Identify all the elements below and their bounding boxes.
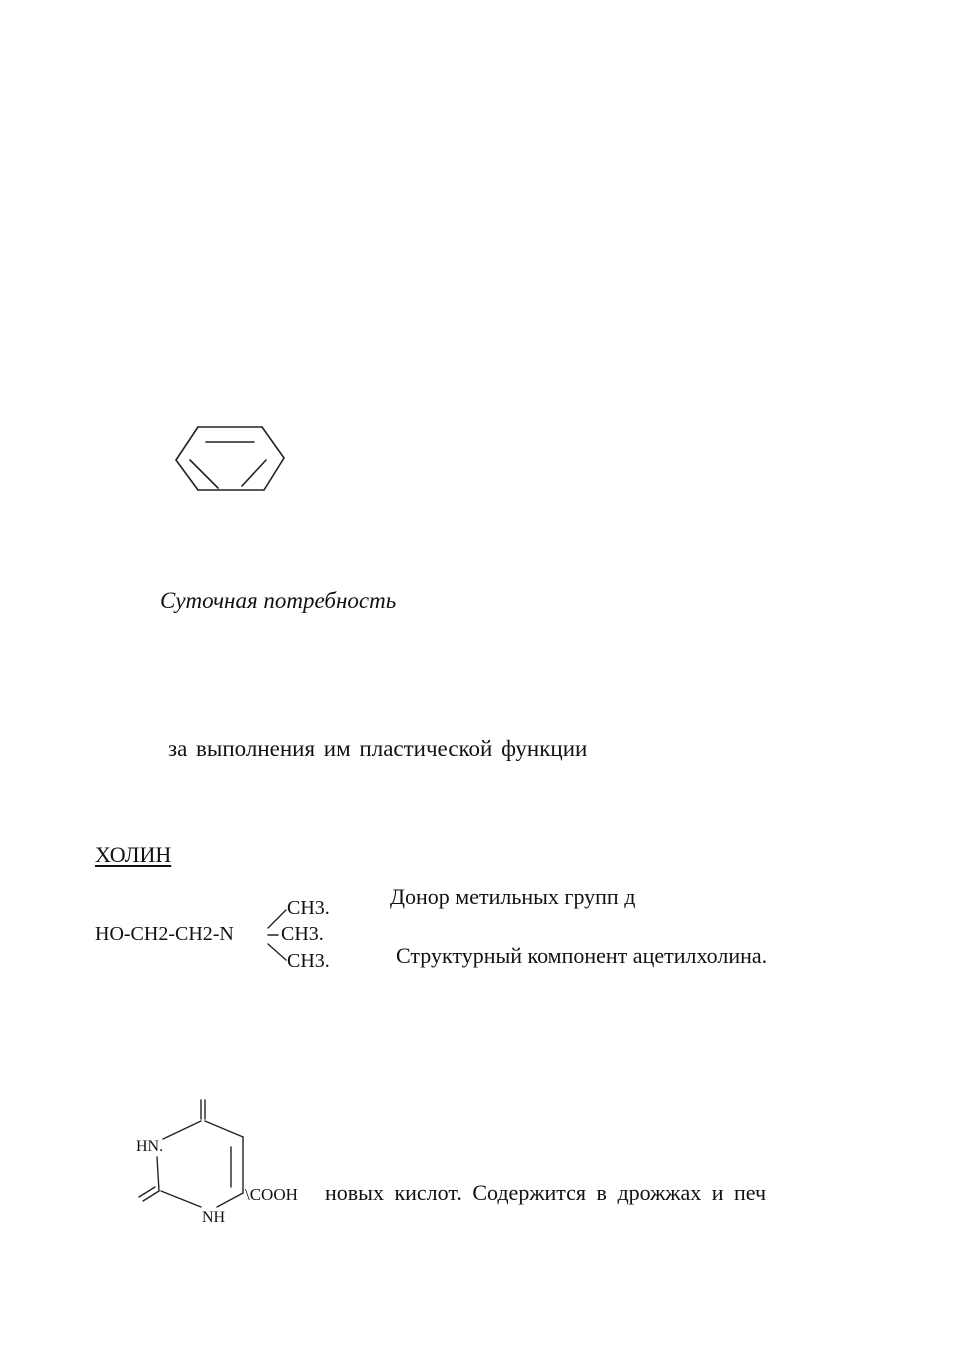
choline-function-acetylcholine: Структурный компонент ацетилхолина.	[396, 943, 768, 968]
daily-need-caption: Суточная потребность	[160, 588, 397, 613]
choline-heading: ХОЛИН	[95, 842, 172, 867]
choline-function-methyl-donor: Донор метильных групп д	[390, 884, 636, 909]
plastic-function-text: за выполнения им пластической функции	[168, 736, 588, 761]
hn-label: HN.	[136, 1138, 164, 1155]
cooh-label: \COOH	[245, 1185, 298, 1204]
orotic-acid-text: новых кислот. Содержится в дрожжах и печ	[325, 1180, 767, 1205]
choline-formula-main: HO-CH2-CH2-N	[95, 923, 234, 945]
benzene-ring-icon	[170, 420, 290, 495]
nh-label: NH	[202, 1209, 226, 1226]
methyl-group-top: CH3.	[287, 897, 330, 919]
methyl-group-middle: CH3.	[281, 923, 324, 945]
methyl-group-bottom: CH3.	[287, 950, 330, 972]
